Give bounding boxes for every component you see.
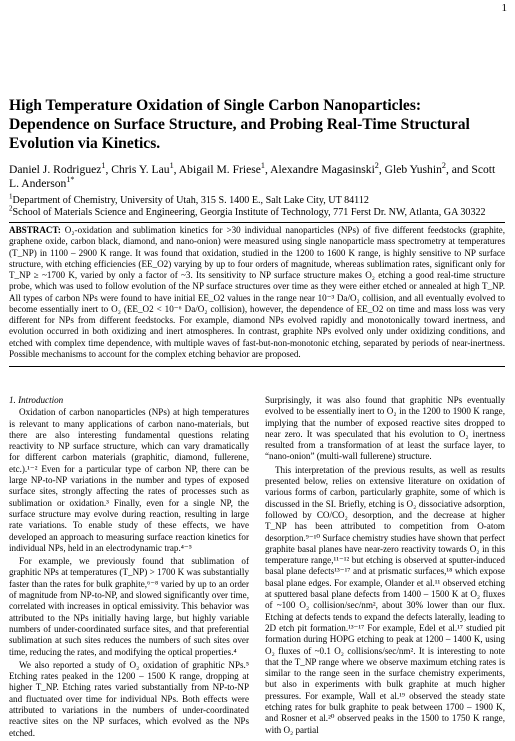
abstract-text: O₂-oxidation and sublimation kinetics for >30 individual nanoparticles (NPs) of five different feedstocks (graphite, graphene oxide, carbon black, diamond, and nano-onion) were measured using single nanoparticle mass spectrometry at temperatures (T_NP) in 1100 – 2900 K range. It was found that oxidation, studied in the 1200 to 1600 K range, is highly sensitive to NP surface structure, with etching efficiencies (EE_O2) varying by up to four orders of magnitude, whereas sublimation rates, significant only for T_NP ≥ ~1700 K, varied by only a factor of ~3. Its sensitivity to NP surface structure makes O₂ etching a good real-time structure probe, which was used to follow evolution of the NP surface structures over time as they were either etched or annealed at high T_NP. All types of carbon NPs were found to have initial EE_O2 values in the range near 10⁻³ Da/O₂ collision, and all eventually evolved to become essentially inert to O₂ (EE_O2 < 10⁻⁶ Da/O₂ collision), however, the dependence of EE_O2 on time and mass loss was very different for NPs from different feedstocks. For example, diamond NPs evolved rapidly and monotonically toward inertness, and evolution occurred in both oxidizing and inert atmospheres. In contrast, graphite NPs evolved only under oxidizing conditions, and etched with complex time dependence, with multiple waves of fast-but-non-monotonic etching, separated by periods of near-inertness. Possible mechanisms to account for the complex etching behavior are proposed. — [9, 225, 505, 359]
affiliations — [9, 192, 505, 219]
affiliation-number: 1 — [9, 192, 13, 201]
abstract-top-rule — [9, 222, 505, 223]
affiliation-1 — [9, 192, 505, 207]
affiliation-text: Department of Chemistry, University of Utah, 315 S. 1400 E., Salt Lake City, UT 84112 — [12, 195, 369, 206]
author-list: Daniel J. Rodriguez$^1$, Chris Y. Lau$^1$, Abigail M. Friese$^1$, Alexandre Magasinski$^2$, Gleb Yushin$^2$, and Scott L. Anderson$^{1*}$ — [9, 161, 496, 190]
section-heading: 1. Introduction — [9, 395, 64, 405]
abstract — [9, 225, 505, 360]
author-name: Gleb Yushin — [384, 163, 442, 176]
author-affiliation-marker: 1 — [260, 161, 265, 171]
affiliation-text: School of Materials Science and Engineering, Georgia Institute of Technology, 771 Ferst Dr. NW, Atlanta, GA 30322 — [12, 207, 486, 218]
body-paragraph: This interpretation of the previous results, as well as results presented below, relies on extensive literature on oxidation of various forms of carbon, particularly graphite, some of which is discussed in the SI. Briefly, etching is O₂ dissociative adsorption, followed by CO/CO₂ desorption, and the decrease at higher T_NP has been attributed to competition from O-atom desorption.⁹⁻¹⁰ Surface chemistry studies have shown that perfect graphite basal planes have near-zero reactivity towards O₂ in this temperature range,¹¹⁻¹² but etching is observed at sputter-induced basal plane defects¹³⁻¹⁷ and at prismatic surfaces,¹⁸ which expose basal plane edges. For example, Olander et al.¹¹ observed etching at sputtered basal plane defects from 1400 – 1500 K at O₂ fluxes of ~100 O₂ collision/sec/nm², about 30% lower than our flux. Etching at defects tends to expand the defects laterally, leading to 2D etch pit formation.¹³⁻¹⁷ For example, Edel et al.¹⁷ studied pit formation during HOPG etching to peak at 1200 – 1400 K, using O₂ fluxes of ~0.1 O₂ collisions/sec/nm². It is interesting to note that the T_NP range where we observe maximum etching rates is similar to the range seen in the surface chemistry experiments, but also in experiments with bulk graphite at much higher pressures. For example, Wall et al.¹⁹ observed the steady state etching rates for bulk graphite to peak between 1700 – 1900 K, and Rosner et al.²⁰ observed peaks in the 1500 to 1750 K range, with O₂ partial — [265, 464, 505, 735]
body-paragraph: We also reported a study of O₂ oxidation of graphitic NPs.⁵ Etching rates peaked in the 1200 – 1500 K range, dropping at higher T_NP. Etching rates varied substantially from NP-to-NP and fluctuated over time for individual NPs. Both effects were attributed to variations in the numbers of under-coordinated reactive sites on the NP surfaces, which evolved as the NPs etched. — [9, 659, 249, 738]
author-name: Daniel J. Rodriguez — [9, 163, 102, 176]
page-number: 1 — [501, 2, 507, 14]
abstract-bottom-rule — [9, 366, 505, 367]
paper-title: High Temperature Oxidation of Single Carbon Nanoparticles: Dependence on Surface Structure, and Probing Real-Time Structural Evolution via Kinetics. — [9, 97, 470, 152]
author-affiliation-marker: 1 — [101, 161, 106, 171]
body-paragraph: Oxidation of carbon nanoparticles (NPs) at high temperatures is relevant to many applications of carbon nano-materials, but there are also interesting fundamental questions relating reactivity to NP surface structure, which can vary dramatically for different carbon materials (graphitic, diamond, fullerene, etc.).¹⁻² Even for a particular type of carbon NP, there can be large NP-to-NP variations in the number and types of exposed surface sites, strongly affecting the rates of processes such as sublimation or oxidation.³ Finally, even for a single NP, the surface structure may evolve during reaction, resulting in large rate variations. To enable study of these effects, we have developed an approach to measuring surface reaction kinetics for individual NPs, held in an electrodynamic trap.⁴⁻⁵ — [9, 407, 249, 553]
body-paragraph: Surprisingly, it was also found that graphitic NPs eventually evolved to be essentially inert to O₂ in the 1200 to 1900 K range, implying that the number of exposed reactive sites dropped to near zero. It was speculated that his evolution to O₂ inertness resulted from a transformation of at least the surface layer, to “nano-onion” (multi-wall fullerene) structure. — [265, 395, 505, 462]
author-name: Alexandre Magasinski — [270, 163, 375, 176]
left-column — [9, 395, 249, 741]
affiliation-2 — [9, 204, 505, 219]
affiliation-number: 2 — [9, 204, 13, 213]
author-name: Abigail M. Friese — [178, 163, 261, 176]
author-name: Scott L. Anderson — [9, 163, 496, 190]
author-affiliation-marker: 1 — [169, 161, 174, 171]
body-paragraph: For example, we previously found that sublimation of graphitic NPs at temperatures (T_NP) > 1700 K was substantially faster than the rates for bulk graphite,⁶⁻⁸ varied by up to an order of magnitude from NP-to-NP, and slowed significantly over time, correlated with increases in optical emissivity. This behavior was attributed to the NPs initially having large, but highly variable numbers of under-coordinated surface sites, and that preferential sublimation at such sites reduces the numbers of such sites over time, reducing the rates, and modifying the optical properties.⁴ — [9, 556, 249, 657]
author-affiliation-marker: 1* — [66, 175, 75, 185]
author-name: Chris Y. Lau — [111, 163, 170, 176]
abstract-label: ABSTRACT: — [9, 225, 61, 235]
right-column — [265, 395, 505, 738]
author-affiliation-marker: 2 — [374, 161, 379, 171]
author-affiliation-marker: 2 — [441, 161, 446, 171]
